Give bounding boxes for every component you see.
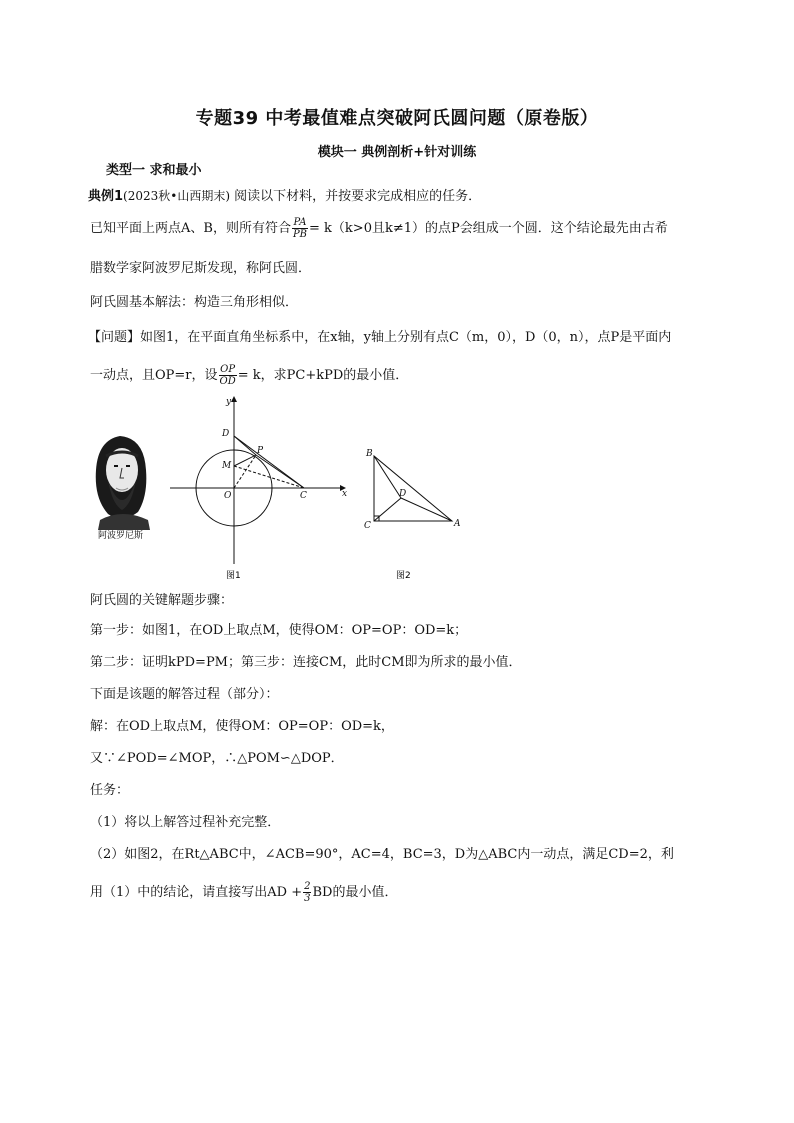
module-heading: 模块一 典例剖析+针对训练 — [317, 145, 477, 160]
problem-line2 — [90, 364, 408, 387]
label-p: P — [257, 446, 264, 456]
tasks-heading: 任务： — [90, 783, 130, 798]
figure-2 — [374, 456, 452, 521]
label-o: O — [224, 491, 232, 501]
method-line: 阿氏圆基本解法：构造三角形相似． — [90, 295, 299, 310]
fig1-caption: 图1 — [226, 571, 241, 581]
label-c2: C — [364, 521, 371, 531]
example-label: 典例1 — [88, 189, 124, 204]
task2-pre: 用（1）中的结论，请直接写出AD + — [90, 885, 303, 900]
solution-heading: 下面是该题的解答过程（部分）： — [90, 687, 279, 702]
section-heading: 类型一 求和最小 — [106, 163, 202, 178]
segment-mp — [234, 455, 256, 466]
segment-pc — [256, 455, 304, 488]
para1-post: = k（k>0且k≠1）的点P会组成一个圆．这个结论最先由古希 — [309, 221, 668, 236]
figures-svg — [86, 392, 476, 584]
problem-post: = k，求PC+kPD的最小值． — [237, 368, 409, 383]
figure-1 — [170, 396, 346, 564]
fraction-op-od — [219, 364, 237, 387]
steps-heading: 阿氏圆的关键解题步骤： — [90, 593, 234, 608]
task2-post: BD的最小值． — [312, 885, 398, 900]
fig2-caption: 图2 — [396, 571, 411, 581]
label-x: x — [342, 489, 348, 499]
frac-denominator: PB — [292, 229, 308, 240]
label-a: A — [454, 519, 461, 529]
step-2: 第二步：证明kPD=PM；第三步：连接CM，此时CM即为所求的最小值． — [90, 655, 522, 670]
solution-line1: 解：在OD上取点M，使得OM：OP=OP：OD=k， — [90, 719, 394, 734]
segment-cd — [374, 498, 401, 521]
y-axis-arrow — [231, 396, 237, 402]
para1-line1 — [90, 217, 668, 240]
para1-pre: 已知平面上两点A、B，则所有符合 — [90, 221, 291, 236]
task-2-line2 — [90, 881, 397, 904]
segment-da — [401, 498, 452, 521]
label-c: C — [300, 491, 307, 501]
frac-numerator: OP — [220, 364, 236, 375]
label-y: y — [226, 397, 232, 407]
segment-dp — [234, 436, 256, 455]
problem-line1: 【问题】如图1，在平面直角坐标系中，在x轴，y轴上分别有点C（m，0），D（0，n），点P是平面内 — [88, 330, 672, 345]
page-title: 专题39 中考最值难点突破阿氏圆问题（原卷版） — [195, 108, 599, 129]
figures-area — [86, 392, 476, 584]
frac-numerator: 2 — [304, 881, 311, 892]
segment-mc — [234, 466, 304, 488]
label-b: B — [366, 449, 373, 459]
para1-line2: 腊数学家阿波罗尼斯发现，称阿氏圆． — [90, 261, 312, 276]
problem-pre: 一动点，且OP=r，设 — [90, 368, 218, 383]
frac-denominator: 3 — [304, 893, 311, 904]
portrait-caption: 阿波罗尼斯 — [98, 531, 144, 541]
example-prompt: 阅读以下材料，并按要求完成相应的任务． — [234, 189, 482, 204]
step-1: 第一步：如图1，在OD上取点M，使得OM：OP=OP：OD=k； — [90, 623, 468, 638]
fraction-2-3 — [303, 881, 311, 904]
label-d2: D — [399, 489, 407, 499]
example-intro — [88, 186, 481, 207]
example-source: (2023秋•山西期末) — [123, 189, 231, 203]
frac-numerator: PA — [293, 217, 307, 228]
portrait-image — [96, 436, 150, 530]
segment-bd — [374, 456, 401, 498]
fraction-pa-pb — [292, 217, 308, 240]
label-d: D — [222, 429, 230, 439]
solution-line2: 又∵∠POD=∠MOP，∴△POM∽△DOP． — [90, 751, 344, 766]
frac-denominator: OD — [219, 376, 236, 387]
task-2-line1: （2）如图2，在Rt△ABC中，∠ACB=90°，AC=4，BC=3，D为△ABC内一动点，满足CD=2，利 — [90, 847, 674, 862]
label-m: M — [222, 461, 232, 471]
task-1: （1）将以上解答过程补充完整． — [90, 815, 281, 830]
